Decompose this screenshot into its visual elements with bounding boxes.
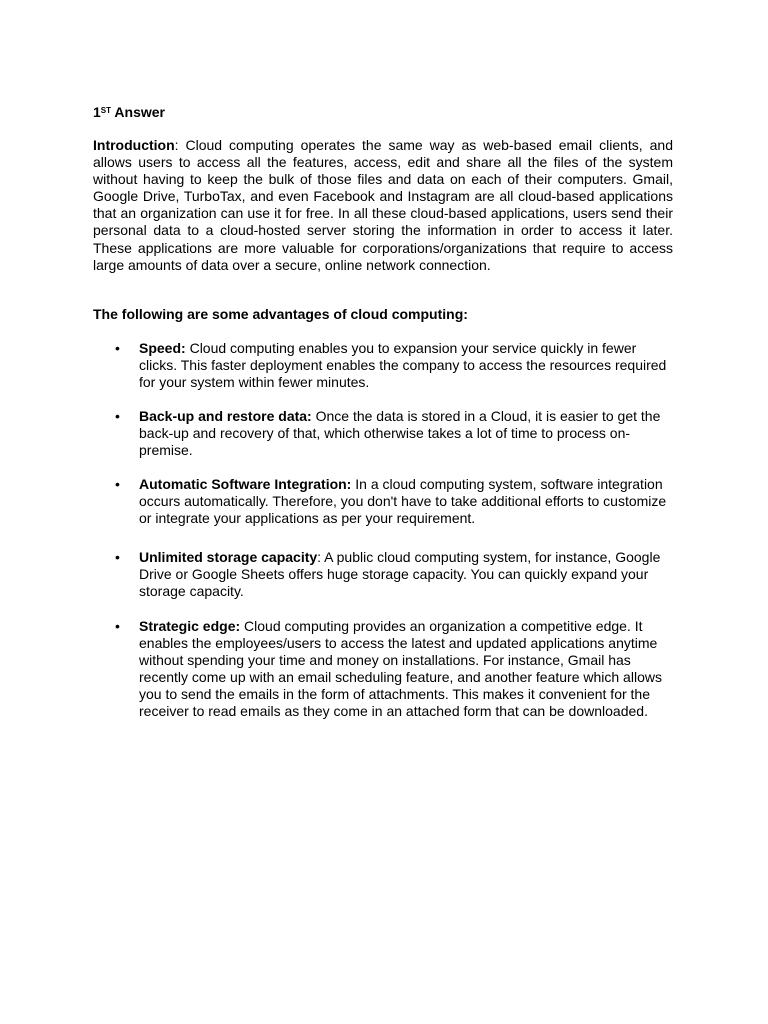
bullet-icon: • — [115, 340, 120, 356]
advantage-text: Cloud computing enables you to expansion your service quickly in fewer clicks. This faster deployment enables the company to access the resources required for your system within fewer minutes. — [139, 340, 667, 391]
bullet-icon: • — [115, 549, 120, 565]
bullet-icon: • — [115, 408, 120, 424]
advantages-heading: The following are some advantages of cloud computing: — [93, 306, 468, 322]
bullet-icon: • — [115, 476, 120, 492]
introduction-paragraph — [93, 137, 673, 274]
advantage-text: In a cloud computing system, software integration occurs automatically. Therefore, you don't have to take additional efforts to customize or integrate your applications as per your requirement. — [139, 476, 667, 527]
answer-word: Answer — [114, 104, 165, 120]
introduction-label: Introduction — [93, 137, 175, 153]
advantage-text: : A public cloud computing system, for instance, Google Drive or Google Sheets offers huge storage capacity. You can quickly expand your storage capacity. — [139, 549, 661, 600]
answer-heading — [93, 103, 165, 121]
introduction-text: : Cloud computing operates the same way as web-based email clients, and allows users to access all the features, access, edit and share all the files of the system without having to keep the bulk of those files and data on each of their computers. Gmail, Google Drive, TurboTax, and even Facebook and Instagram are all cloud-based applications that an organization can use it for free. In all these cloud-based applications, users send their personal data to a cloud-hosted server storing the information in order to access it later. These applications are more valuable for corporations/organizations that require to access large amounts of data over a secure, online network connection. — [93, 137, 673, 273]
advantage-label: Speed: — [139, 340, 186, 356]
advantage-label: Unlimited storage capacity — [139, 549, 318, 565]
advantage-label: Strategic edge: — [139, 618, 241, 634]
advantage-text: Cloud computing provides an organization a competitive edge. It enables the employees/users to access the latest and updated applications anytime without spending your time and money on installations. For instance, Gmail has recently come up with an email scheduling feature, and another feature which allows you to send the emails in the form of attachments. This makes it convenient for the receiver to read emails as they come in an attached form that can be downloaded. — [139, 618, 662, 720]
bullet-icon: • — [115, 618, 120, 634]
advantage-text: Once the data is stored in a Cloud, it is easier to get the back-up and recovery of that, which otherwise takes a lot of time to process on-premise. — [139, 408, 661, 459]
answer-superscript: ST — [100, 106, 112, 115]
answer-number: 1 — [93, 104, 101, 120]
advantage-label: Automatic Software Integration: — [139, 476, 352, 492]
advantage-label: Back-up and restore data: — [139, 408, 312, 424]
